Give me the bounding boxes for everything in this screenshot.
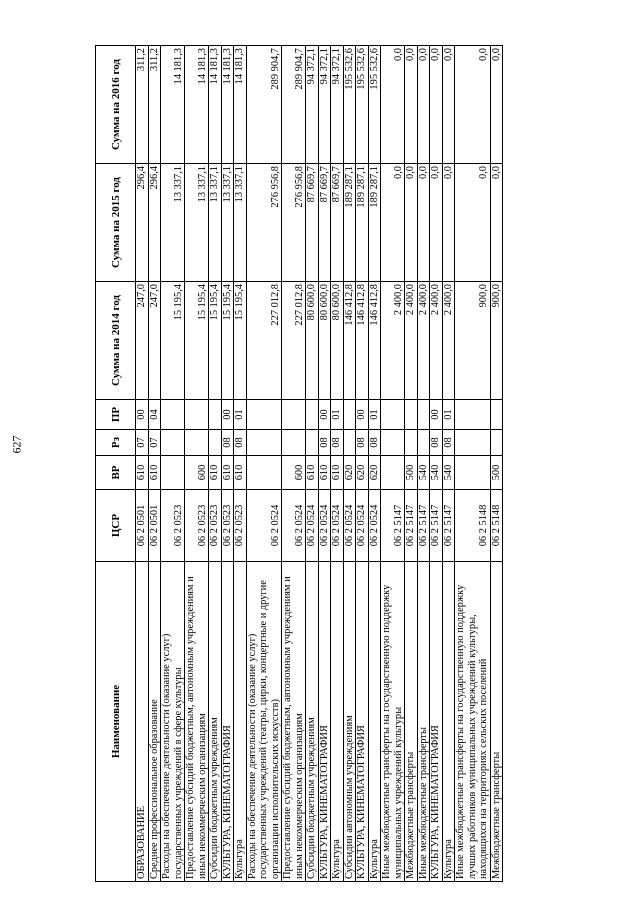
page-number: 627 — [9, 435, 24, 454]
row-csr-cell: 06 2 5148 — [490, 490, 503, 562]
row-sum-2014-cell: 227 012,8 — [282, 282, 306, 400]
row-csr-cell: 06 2 5147 — [405, 490, 418, 562]
table-row — [209, 46, 222, 882]
row-rz-cell: 08 — [356, 430, 369, 456]
row-csr-cell: 06 2 0524 — [343, 490, 356, 562]
row-pr-cell — [246, 400, 282, 430]
row-rz-cell — [417, 430, 430, 456]
row-csr-cell: 06 2 0524 — [318, 490, 331, 562]
row-sum-2016-cell: 289 904,7 — [282, 46, 306, 164]
row-sum-2014-cell: 15 195,4 — [234, 282, 247, 400]
row-sum-2015-cell: 13 337,1 — [161, 164, 185, 282]
row-vr-cell: 610 — [234, 456, 247, 490]
row-pr-cell — [343, 400, 356, 430]
row-name-cell: Иные межбюджетные трансферты — [417, 562, 430, 882]
row-pr-cell — [209, 400, 222, 430]
row-vr-cell: 610 — [209, 456, 222, 490]
row-vr-cell: 610 — [148, 456, 161, 490]
row-csr-cell: 06 2 0524 — [246, 490, 282, 562]
row-rz-cell — [185, 430, 209, 456]
row-sum-2016-cell: 14 181,3 — [185, 46, 209, 164]
table-row — [136, 46, 149, 882]
row-sum-2015-cell: 87 669,7 — [306, 164, 319, 282]
row-sum-2015-cell: 13 337,1 — [185, 164, 209, 282]
table-row — [221, 46, 234, 882]
table-row — [343, 46, 356, 882]
row-sum-2015-cell: 189 287,1 — [356, 164, 369, 282]
row-sum-2014-cell: 2 400,0 — [417, 282, 430, 400]
row-sum-2015-cell: 276 956,8 — [282, 164, 306, 282]
header-vr: ВР — [96, 456, 136, 490]
row-vr-cell: 600 — [282, 456, 306, 490]
row-rz-cell — [161, 430, 185, 456]
row-sum-2014-cell: 227 012,8 — [246, 282, 282, 400]
table-row — [318, 46, 331, 882]
row-rz-cell — [381, 430, 405, 456]
row-pr-cell: 00 — [136, 400, 149, 430]
row-sum-2015-cell: 13 337,1 — [221, 164, 234, 282]
row-sum-2014-cell: 900,0 — [490, 282, 503, 400]
row-sum-2014-cell: 15 195,4 — [221, 282, 234, 400]
row-sum-2015-cell: 87 669,7 — [318, 164, 331, 282]
row-sum-2016-cell: 14 181,3 — [234, 46, 247, 164]
row-sum-2015-cell: 189 287,1 — [368, 164, 381, 282]
row-name-cell: Культура — [368, 562, 381, 882]
row-pr-cell: 00 — [221, 400, 234, 430]
row-sum-2014-cell: 80 600,0 — [331, 282, 344, 400]
header-sum-2015: Сумма на 2015 год — [96, 164, 136, 282]
header-sum-2016: Сумма на 2016 год — [96, 46, 136, 164]
row-name-cell: КУЛЬТУРА, КИНЕМАТОГРАФИЯ — [221, 562, 234, 882]
rotated-page-content — [95, 47, 503, 882]
row-vr-cell: 610 — [136, 456, 149, 490]
row-sum-2014-cell: 146 412,8 — [343, 282, 356, 400]
row-sum-2015-cell: 13 337,1 — [234, 164, 247, 282]
row-sum-2016-cell: 14 181,3 — [209, 46, 222, 164]
row-name-cell: Межбюджетные трансферты — [405, 562, 418, 882]
row-sum-2016-cell: 94 372,1 — [331, 46, 344, 164]
row-pr-cell: 01 — [331, 400, 344, 430]
row-rz-cell: 08 — [318, 430, 331, 456]
row-sum-2015-cell: 0,0 — [442, 164, 455, 282]
row-sum-2014-cell: 2 400,0 — [430, 282, 443, 400]
row-sum-2016-cell: 311,2 — [136, 46, 149, 164]
row-vr-cell — [381, 456, 405, 490]
row-csr-cell: 06 2 5147 — [430, 490, 443, 562]
row-sum-2016-cell: 0,0 — [417, 46, 430, 164]
row-sum-2016-cell: 289 904,7 — [246, 46, 282, 164]
row-name-cell: Среднее профессиональное образование — [148, 562, 161, 882]
row-sum-2016-cell: 195 532,6 — [356, 46, 369, 164]
header-csr: ЦСР — [96, 490, 136, 562]
table-row — [455, 46, 491, 882]
table-body — [136, 46, 503, 882]
table-row — [356, 46, 369, 882]
row-vr-cell: 540 — [430, 456, 443, 490]
row-sum-2015-cell: 296,4 — [148, 164, 161, 282]
row-rz-cell: 08 — [442, 430, 455, 456]
row-rz-cell — [209, 430, 222, 456]
row-name-cell: Расходы на обеспечение деятельности (оказание услуг) государственных учреждений (театры, цирки, концертные и другие организации исполнительских искусств) — [246, 562, 282, 882]
row-name-cell: КУЛЬТУРА, КИНЕМАТОГРАФИЯ — [318, 562, 331, 882]
row-sum-2014-cell: 15 195,4 — [161, 282, 185, 400]
row-pr-cell: 04 — [148, 400, 161, 430]
row-csr-cell: 06 2 5147 — [417, 490, 430, 562]
row-vr-cell: 600 — [185, 456, 209, 490]
row-rz-cell: 08 — [430, 430, 443, 456]
row-sum-2015-cell: 276 956,8 — [246, 164, 282, 282]
row-sum-2015-cell: 189 287,1 — [343, 164, 356, 282]
row-vr-cell: 500 — [490, 456, 503, 490]
row-pr-cell: 00 — [356, 400, 369, 430]
row-rz-cell — [306, 430, 319, 456]
row-sum-2014-cell: 2 400,0 — [442, 282, 455, 400]
row-vr-cell — [161, 456, 185, 490]
row-sum-2016-cell: 0,0 — [442, 46, 455, 164]
row-sum-2014-cell: 15 195,4 — [209, 282, 222, 400]
row-pr-cell — [455, 400, 491, 430]
table-row — [368, 46, 381, 882]
row-pr-cell: 01 — [234, 400, 247, 430]
row-pr-cell — [405, 400, 418, 430]
row-csr-cell: 06 2 5147 — [381, 490, 405, 562]
table-row — [185, 46, 209, 882]
header-rz: Рз — [96, 430, 136, 456]
row-name-cell: Иные межбюджетные трансферты на государственную поддержку лучших работников муниципальных учреждений культуры, находящихся на территориях сельских поселений — [455, 562, 491, 882]
row-rz-cell — [282, 430, 306, 456]
table-row — [405, 46, 418, 882]
row-sum-2014-cell: 146 412,8 — [356, 282, 369, 400]
row-sum-2015-cell: 13 337,1 — [209, 164, 222, 282]
row-pr-cell: 01 — [442, 400, 455, 430]
table-row — [161, 46, 185, 882]
row-sum-2014-cell: 146 412,8 — [368, 282, 381, 400]
row-name-cell: Расходы на обеспечение деятельности (оказание услуг) государственных учреждений в сфере культуры — [161, 562, 185, 882]
row-vr-cell: 610 — [331, 456, 344, 490]
row-csr-cell: 06 2 0501 — [148, 490, 161, 562]
row-csr-cell: 06 2 0523 — [221, 490, 234, 562]
row-pr-cell — [282, 400, 306, 430]
row-vr-cell — [455, 456, 491, 490]
row-vr-cell: 610 — [221, 456, 234, 490]
row-sum-2016-cell: 0,0 — [430, 46, 443, 164]
row-sum-2015-cell: 0,0 — [381, 164, 405, 282]
row-csr-cell: 06 2 5148 — [455, 490, 491, 562]
row-sum-2014-cell: 900,0 — [455, 282, 491, 400]
table-header-row — [96, 46, 136, 882]
row-sum-2015-cell: 0,0 — [417, 164, 430, 282]
row-sum-2016-cell: 94 372,1 — [318, 46, 331, 164]
table-row — [282, 46, 306, 882]
table-row — [331, 46, 344, 882]
row-csr-cell: 06 2 0524 — [368, 490, 381, 562]
row-pr-cell: 00 — [318, 400, 331, 430]
row-rz-cell — [246, 430, 282, 456]
row-sum-2015-cell: 0,0 — [405, 164, 418, 282]
row-rz-cell: 07 — [148, 430, 161, 456]
row-rz-cell: 08 — [368, 430, 381, 456]
row-vr-cell: 610 — [318, 456, 331, 490]
row-sum-2016-cell: 0,0 — [490, 46, 503, 164]
row-pr-cell — [490, 400, 503, 430]
row-vr-cell: 540 — [442, 456, 455, 490]
budget-table — [95, 45, 503, 882]
row-sum-2014-cell: 15 195,4 — [185, 282, 209, 400]
header-name: Наименование — [96, 562, 136, 882]
table-row — [148, 46, 161, 882]
row-pr-cell — [381, 400, 405, 430]
row-rz-cell — [405, 430, 418, 456]
row-name-cell: Субсидии бюджетным учреждениям — [209, 562, 222, 882]
row-sum-2015-cell: 0,0 — [455, 164, 491, 282]
row-pr-cell: 00 — [430, 400, 443, 430]
row-sum-2016-cell: 14 181,3 — [161, 46, 185, 164]
row-name-cell: Культура — [331, 562, 344, 882]
row-sum-2015-cell: 296,4 — [136, 164, 149, 282]
row-name-cell: Культура — [442, 562, 455, 882]
row-pr-cell — [185, 400, 209, 430]
table-row — [381, 46, 405, 882]
row-pr-cell — [417, 400, 430, 430]
row-sum-2016-cell: 94 372,1 — [306, 46, 319, 164]
row-csr-cell: 06 2 5147 — [442, 490, 455, 562]
table-row — [430, 46, 443, 882]
row-name-cell: Субсидии автономным учреждениям — [343, 562, 356, 882]
row-rz-cell: 08 — [221, 430, 234, 456]
row-sum-2014-cell: 2 400,0 — [381, 282, 405, 400]
row-name-cell: КУЛЬТУРА, КИНЕМАТОГРАФИЯ — [356, 562, 369, 882]
row-name-cell: ОБРАЗОВАНИЕ — [136, 562, 149, 882]
row-name-cell: Субсидии бюджетным учреждениям — [306, 562, 319, 882]
row-sum-2016-cell: 0,0 — [381, 46, 405, 164]
row-rz-cell — [490, 430, 503, 456]
row-csr-cell: 06 2 0524 — [282, 490, 306, 562]
row-sum-2016-cell: 195 532,6 — [343, 46, 356, 164]
row-csr-cell: 06 2 0523 — [234, 490, 247, 562]
row-sum-2014-cell: 80 600,0 — [318, 282, 331, 400]
row-sum-2014-cell: 2 400,0 — [405, 282, 418, 400]
row-rz-cell: 08 — [234, 430, 247, 456]
row-name-cell: Межбюджетные трансферты — [490, 562, 503, 882]
row-csr-cell: 06 2 0523 — [161, 490, 185, 562]
row-name-cell: Культура — [234, 562, 247, 882]
row-rz-cell — [455, 430, 491, 456]
row-sum-2016-cell: 0,0 — [405, 46, 418, 164]
row-sum-2014-cell: 247,0 — [148, 282, 161, 400]
row-pr-cell: 01 — [368, 400, 381, 430]
row-csr-cell: 06 2 0523 — [185, 490, 209, 562]
table-row — [234, 46, 247, 882]
row-name-cell: Иные межбюджетные трансферты на государственную поддержку муниципальных учреждений культуры — [381, 562, 405, 882]
row-vr-cell: 610 — [306, 456, 319, 490]
row-rz-cell — [343, 430, 356, 456]
row-vr-cell: 540 — [417, 456, 430, 490]
row-csr-cell: 06 2 0524 — [331, 490, 344, 562]
row-rz-cell: 08 — [331, 430, 344, 456]
row-sum-2015-cell: 0,0 — [490, 164, 503, 282]
table-row — [306, 46, 319, 882]
row-pr-cell — [161, 400, 185, 430]
table-row — [246, 46, 282, 882]
row-csr-cell: 06 2 0524 — [356, 490, 369, 562]
row-vr-cell: 620 — [368, 456, 381, 490]
row-sum-2016-cell: 14 181,3 — [221, 46, 234, 164]
row-csr-cell: 06 2 0501 — [136, 490, 149, 562]
row-sum-2014-cell: 80 600,0 — [306, 282, 319, 400]
header-pr: ПР — [96, 400, 136, 430]
row-name-cell: Предоставление субсидий бюджетным, автономным учреждениям и иным некоммерческим организациям — [185, 562, 209, 882]
row-name-cell: КУЛЬТУРА, КИНЕМАТОГРАФИЯ — [430, 562, 443, 882]
row-vr-cell: 620 — [356, 456, 369, 490]
table-row — [442, 46, 455, 882]
row-vr-cell: 620 — [343, 456, 356, 490]
row-name-cell: Предоставление субсидий бюджетным, автономным учреждениям и иным некоммерческим организациям — [282, 562, 306, 882]
table-row — [490, 46, 503, 882]
row-sum-2015-cell: 0,0 — [430, 164, 443, 282]
row-sum-2016-cell: 311,2 — [148, 46, 161, 164]
row-vr-cell — [246, 456, 282, 490]
row-sum-2014-cell: 247,0 — [136, 282, 149, 400]
header-sum-2014: Сумма на 2014 год — [96, 282, 136, 400]
row-pr-cell — [306, 400, 319, 430]
row-sum-2016-cell: 195 532,6 — [368, 46, 381, 164]
row-sum-2016-cell: 0,0 — [455, 46, 491, 164]
table-row — [417, 46, 430, 882]
row-csr-cell: 06 2 0524 — [306, 490, 319, 562]
row-csr-cell: 06 2 0523 — [209, 490, 222, 562]
row-vr-cell: 500 — [405, 456, 418, 490]
row-sum-2015-cell: 87 669,7 — [331, 164, 344, 282]
row-rz-cell: 07 — [136, 430, 149, 456]
